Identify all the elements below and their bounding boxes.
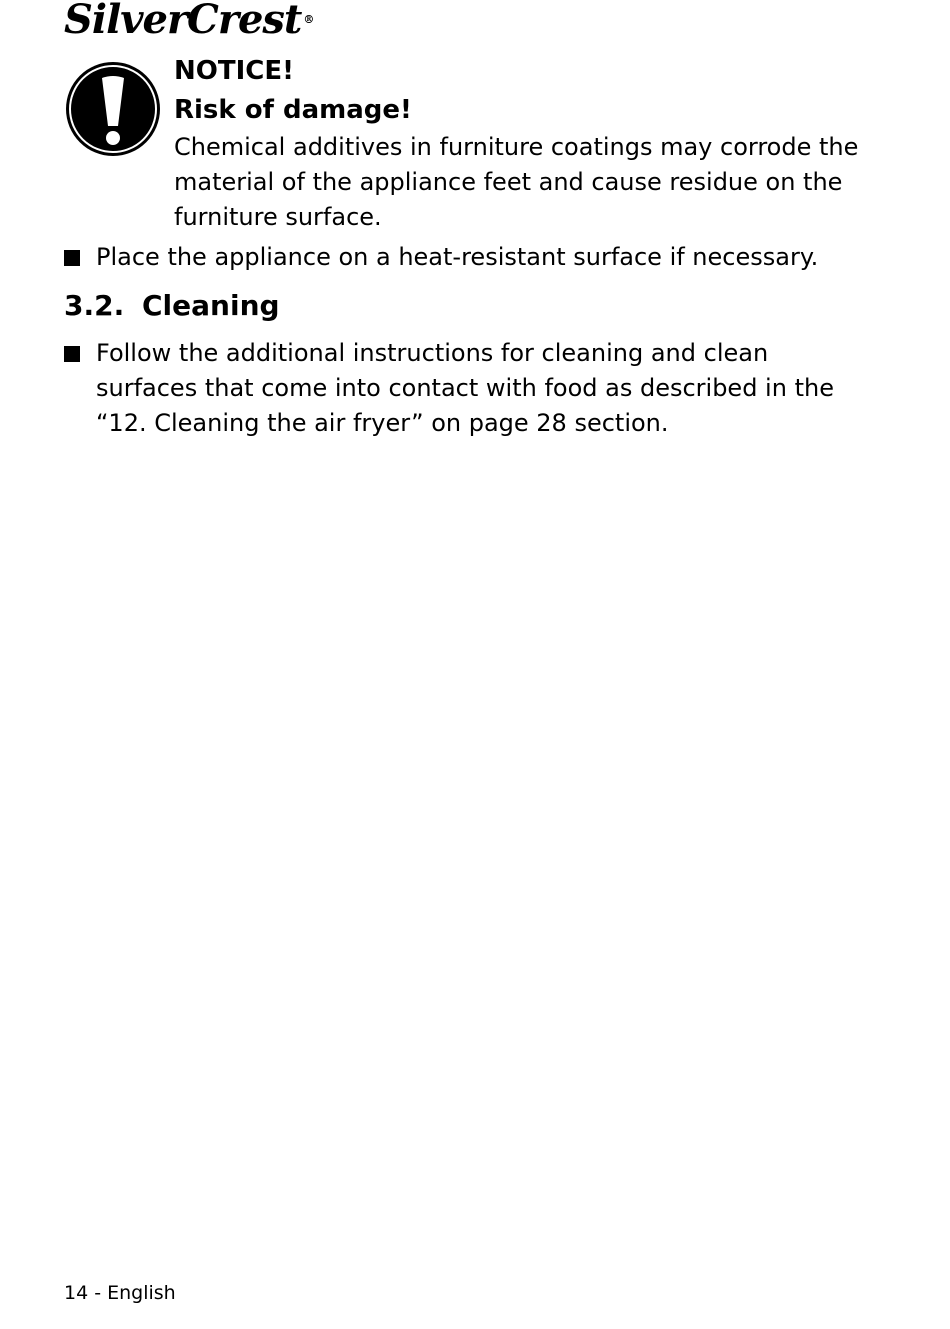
square-bullet-icon: [64, 250, 80, 266]
section-number: 3.2.: [64, 289, 125, 322]
registered-mark: ®: [303, 13, 314, 26]
notice-title: NOTICE!: [174, 56, 294, 86]
exclamation-circle-icon: [64, 60, 162, 158]
list-item: [64, 240, 884, 275]
notice-block: [174, 52, 874, 235]
notice-text: Chemical additives in furniture coatings may corrode the material of the appliance feet and cause residue on the furniture surface.: [174, 133, 859, 231]
page-footer: 14 - English: [64, 1282, 176, 1304]
section-title: Cleaning: [142, 289, 280, 322]
brand-logo: [64, 0, 314, 43]
section-heading: [64, 288, 280, 324]
list-item-text: Place the appliance on a heat-resistant surface if necessary.: [96, 243, 819, 271]
notice-subtitle: Risk of damage!: [174, 95, 412, 125]
list-item: [64, 336, 854, 441]
square-bullet-icon: [64, 346, 80, 362]
brand-name: SilverCrest: [64, 0, 302, 43]
list-item-text: Follow the additional instructions for cleaning and clean surfaces that come into contact with food as described in the “12. Cleaning the air fryer” on page 28 section.: [96, 339, 834, 437]
